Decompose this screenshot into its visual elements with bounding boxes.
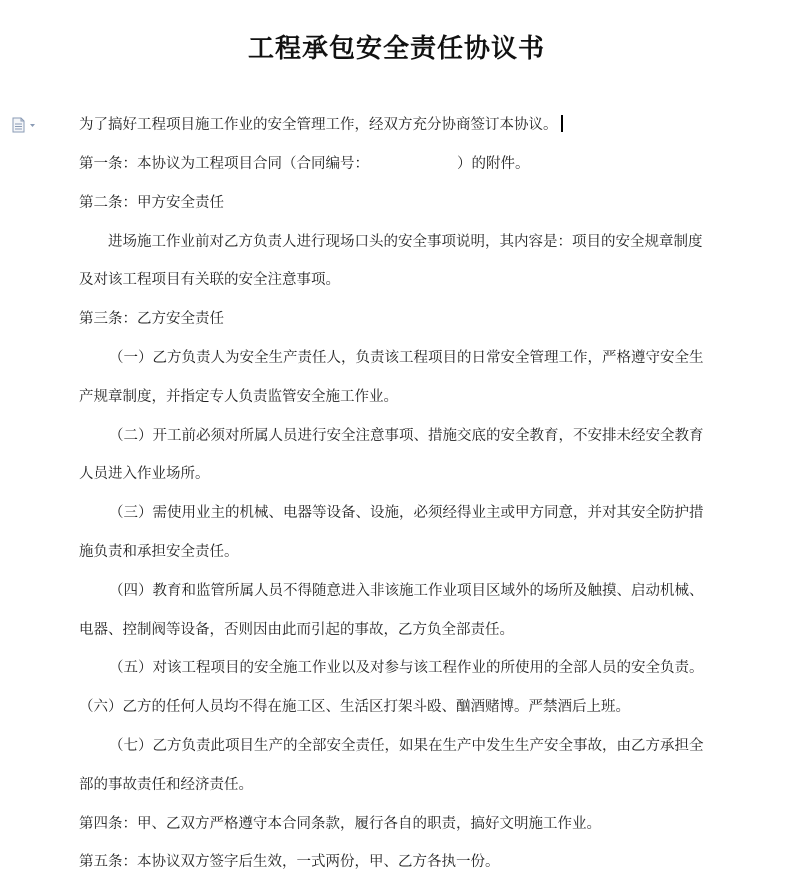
article-2-body-line-1: 进场施工作业前对乙方负责人进行现场口头的安全事项说明，其内容是：项目的安全规章制度	[108, 234, 703, 250]
item-6: （六）乙方的任何人员均不得在施工区、生活区打架斗殴、酗酒赌博。严禁酒后上班。	[79, 699, 630, 715]
item-4-line-1: （四）教育和监管所属人员不得随意进入非该施工作业项目区域外的场所及触摸、启动机械、	[109, 583, 704, 599]
item-7-line-1: （七）乙方负责此项目生产的全部安全责任，如果在生产中发生生产安全事故，由乙方承担全	[109, 738, 704, 754]
document-title: 工程承包安全责任协议书	[247, 34, 545, 64]
text-cursor	[561, 115, 563, 132]
article-1-after: ）的附件。	[457, 156, 530, 172]
article-2-body-line-2: 及对该工程项目有关联的安全注意事项。	[79, 272, 340, 288]
item-3-line-2: 施负责和承担安全责任。	[79, 544, 239, 560]
article-1-before: 第一条：本协议为工程项目合同（合同编号：	[79, 156, 369, 172]
item-2-line-2: 人员进入作业场所。	[79, 466, 210, 482]
item-1-line-1: （一）乙方负责人为安全生产责任人，负责该工程项目的日常安全管理工作，严格遵守安全生	[109, 350, 704, 366]
document-icon[interactable]	[11, 117, 41, 133]
item-1-line-2: 产规章制度，并指定专人负责监管安全施工作业。	[79, 389, 398, 405]
article-3-heading: 第三条：乙方安全责任	[79, 311, 224, 327]
article-1	[79, 154, 530, 174]
article-5: 第五条：本协议双方签字后生效，一式两份，甲、乙方各执一份。	[79, 854, 500, 870]
article-4: 第四条：甲、乙双方严格遵守本合同条款，履行各自的职责，搞好文明施工作业。	[79, 816, 601, 832]
item-2-line-1: （二）开工前必须对所属人员进行安全注意事项、措施交底的安全教育，不安排未经安全教育	[109, 428, 704, 444]
item-4-line-2: 电器、控制阀等设备，否则因由此而引起的事故，乙方负全部责任。	[79, 622, 514, 638]
item-7-line-2: 部的事故责任和经济责任。	[79, 777, 253, 793]
document-icon-graphic	[11, 117, 41, 133]
intro-text: 为了搞好工程项目施工作业的安全管理工作，经双方充分协商签订本协议。	[79, 117, 558, 133]
intro-paragraph	[79, 115, 563, 135]
item-5: （五）对该工程项目的安全施工作业以及对参与该工程作业的所使用的全部人员的安全负责。	[109, 660, 704, 676]
article-2-heading: 第二条：甲方安全责任	[79, 195, 224, 211]
item-3-line-1: （三）需使用业主的机械、电器等设备、设施，必须经得业主或甲方同意，并对其安全防护措	[109, 505, 704, 521]
